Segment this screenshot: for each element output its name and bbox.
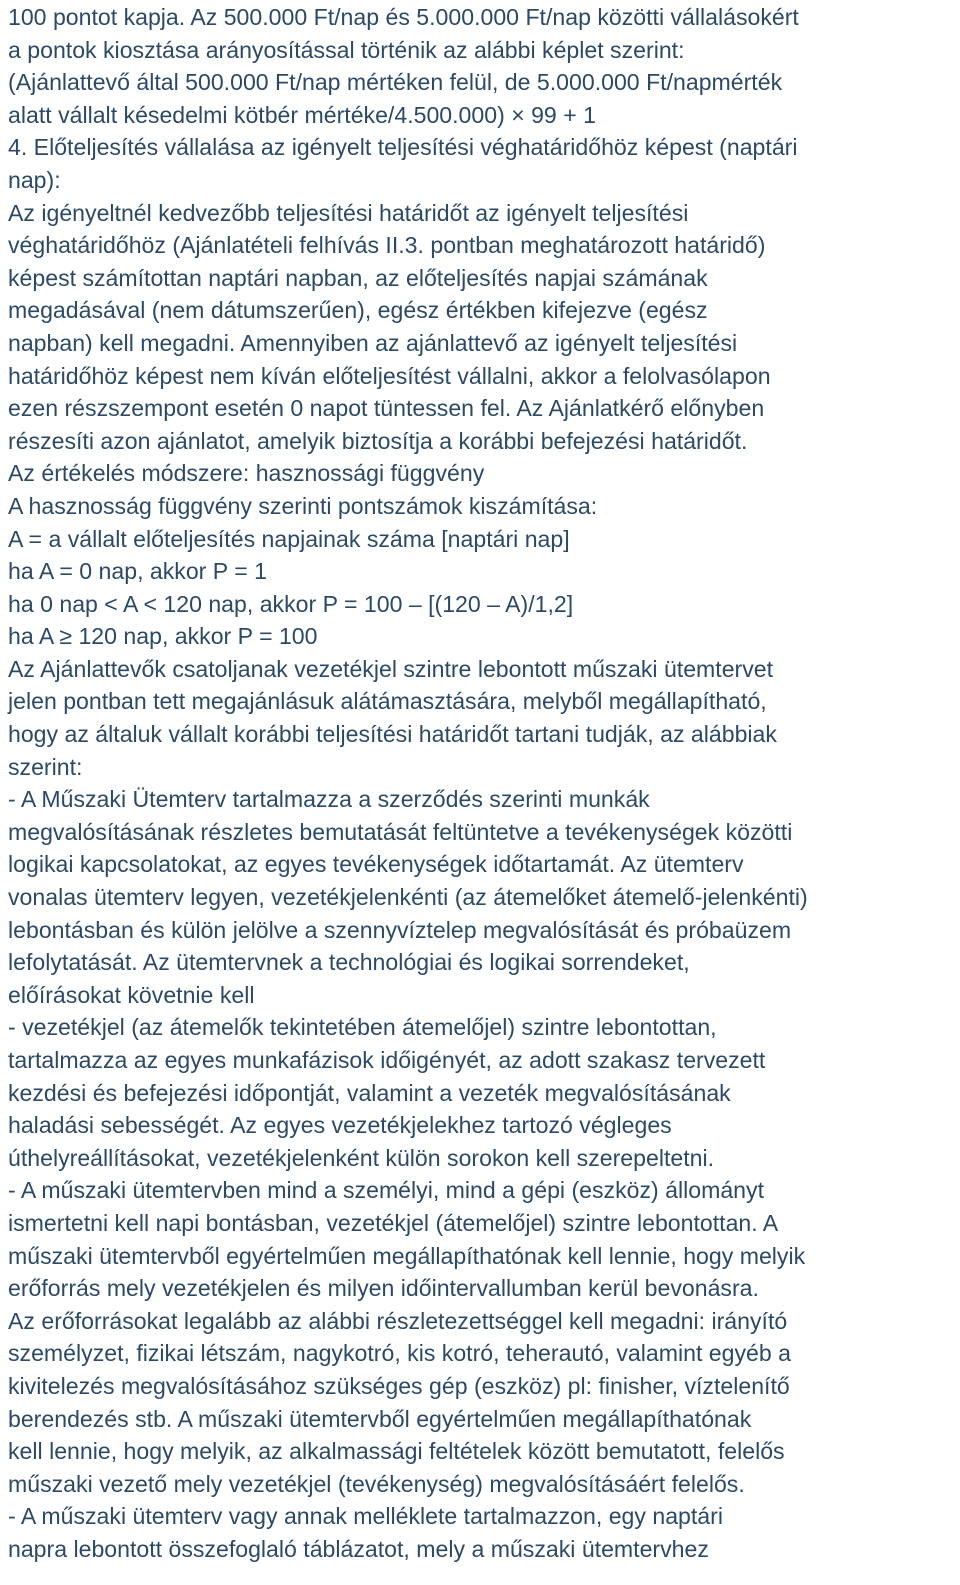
text-line: - vezetékjel (az átemelők tekintetében átemelőjel) szintre lebontottan, (8, 1014, 717, 1041)
text-line: nap): (8, 166, 61, 193)
text-line: ha A = 0 nap, akkor P = 1 (8, 558, 267, 585)
text-line: ismertetni kell napi bontásban, vezetékjel (átemelőjel) szintre lebontottan. A (8, 1209, 779, 1236)
text-line: lebontásban és külön jelölve a szennyvíztelep megvalósítását és próbaüzem (8, 916, 792, 943)
text-line: Az erőforrásokat legalább az alábbi részletezettséggel kell megadni: irányító (8, 1307, 788, 1334)
text-line: - A műszaki ütemterv vagy annak melléklete tartalmazzon, egy naptári (8, 1503, 723, 1530)
text-line: erőforrás mely vezetékjelen és milyen időintervallumban kerül bevonásra. (8, 1275, 759, 1302)
text-line: Az értékelés módszere: hasznossági függvény (8, 460, 485, 487)
text-line: tartalmazza az egyes munkafázisok időigényét, az adott szakasz tervezett (8, 1047, 766, 1073)
text-line: jelen pontban tett megajánlásuk alátámasztására, melyből megállapítható, (8, 688, 767, 715)
text-line: alatt vállalt késedelmi kötbér mértéke/4.500.000) × 99 + 1 (8, 101, 596, 128)
text-line: képest számítottan naptári napban, az előteljesítés napjai számának (8, 264, 708, 291)
text-line: kezdési és befejezési időpontját, valamint a vezeték megvalósításának (8, 1079, 731, 1106)
text-line: műszaki ütemtervből egyértelműen megállapíthatónak kell lennie, hogy melyik (8, 1242, 806, 1269)
text-line: Az Ajánlattevők csatoljanak vezetékjel szintre lebontott műszaki ütemtervet (8, 655, 774, 682)
document-body-text (8, 0, 960, 1566)
text-line: személyzet, fizikai létszám, nagykotró, kis kotró, teherautó, valamint egyéb a (8, 1340, 791, 1367)
text-line: részesíti azon ajánlatot, amelyik biztosítja a korábbi befejezési határidőt. (8, 427, 748, 454)
text-line: határidőhöz képest nem kíván előteljesítést vállalni, akkor a felolvasólapon (8, 362, 771, 389)
text-line: napban) kell megadni. Amennyiben az ajánlattevő az igényelt teljesítési (8, 329, 738, 356)
text-line: Az igényeltnél kedvezőbb teljesítési határidőt az igényelt teljesítési (8, 199, 689, 226)
text-line: úthelyreállításokat, vezetékjelenként külön sorokon kell szerepeltetni. (8, 1144, 715, 1171)
text-line: ha A ≥ 120 nap, akkor P = 100 (8, 623, 318, 650)
text-line: szerint: (8, 753, 83, 780)
text-line: megadásával (nem dátumszerűen), egész értékben kifejezve (egész (8, 297, 708, 324)
text-line: - A műszaki ütemtervben mind a személyi, mind a gépi (eszköz) állományt (8, 1177, 764, 1204)
text-line: (Ajánlattevő által 500.000 Ft/nap mértéken felül, de 5.000.000 Ft/napmérték (8, 69, 783, 96)
text-line: műszaki vezető mely vezetékjel (tevékenység) megvalósításáért felelős. (8, 1470, 745, 1497)
text-line: hogy az általuk vállalt korábbi teljesítési határidőt tartani tudják, az alábbiak (8, 721, 777, 748)
text-line: napra lebontott összefoglaló táblázatot, mely a műszaki ütemtervhez (8, 1535, 709, 1562)
text-line: előírásokat követnie kell (8, 981, 255, 1008)
text-line: a pontok kiosztása arányosítással történik az alábbi képlet szerint: (8, 36, 685, 63)
text-line: lefolytatását. Az ütemtervnek a technológiai és logikai sorrendeket, (8, 949, 690, 976)
text-line: ha 0 nap < A < 120 nap, akkor P = 100 – [(120 – A)/1,2] (8, 590, 574, 617)
text-line: kivitelezés megvalósításához szükséges gép (eszköz) pl: finisher, víztelenítő (8, 1372, 790, 1399)
text-line: ezen részszempont esetén 0 napot tüntessen fel. Az Ajánlatkérő előnyben (8, 395, 765, 422)
text-line: - A Műszaki Ütemterv tartalmazza a szerződés szerinti munkák (8, 786, 650, 813)
text-line: véghatáridőhöz (Ajánlatételi felhívás II.3. pontban meghatározott határidő) (8, 232, 766, 259)
text-line: vonalas ütemterv legyen, vezetékjelenkénti (az átemelőket átemelő-jelenkénti) (8, 884, 808, 911)
text-line: megvalósításának részletes bemutatását feltüntetve a tevékenységek közötti (8, 818, 793, 845)
text-line: haladási sebességét. Az egyes vezetékjelekhez tartozó végleges (8, 1112, 672, 1139)
text-line: 4. Előteljesítés vállalása az igényelt teljesítési véghatáridőhöz képest (naptári (8, 134, 798, 161)
text-line: logikai kapcsolatokat, az egyes tevékenységek időtartamát. Az ütemterv (8, 851, 744, 878)
text-line: 100 pontot kapja. Az 500.000 Ft/nap és 5.000.000 Ft/nap közötti vállalásokért (8, 4, 799, 30)
text-line: A hasznosság függvény szerinti pontszámok kiszámítása: (8, 492, 598, 519)
text-line: berendezés stb. A műszaki ütemtervből egyértelműen megállapíthatónak (8, 1405, 752, 1432)
text-line: A = a vállalt előteljesítés napjainak száma [naptári nap] (8, 525, 570, 552)
text-line: kell lennie, hogy melyik, az alkalmassági feltételek között bemutatott, felelős (8, 1438, 785, 1465)
